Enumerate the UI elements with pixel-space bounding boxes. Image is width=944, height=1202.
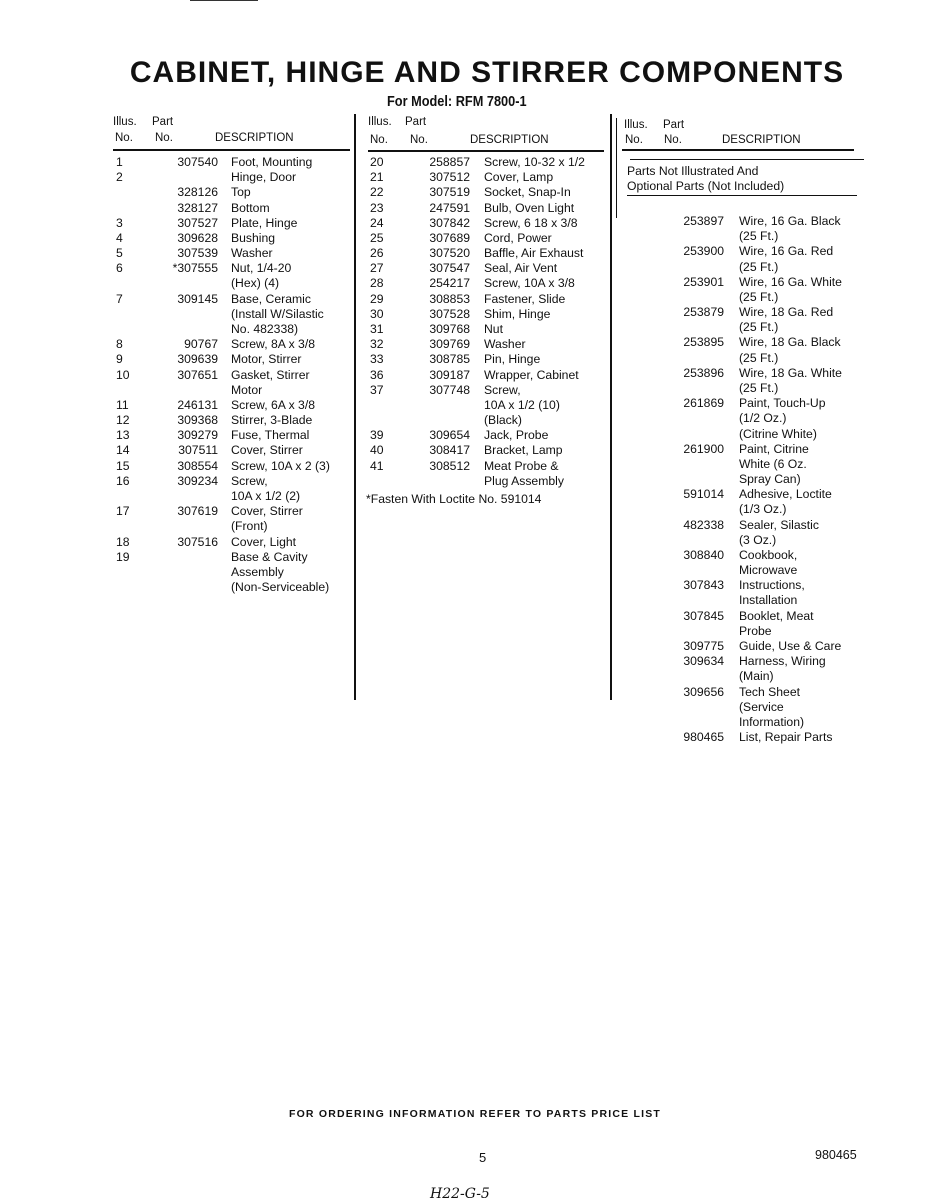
header-no: No. [370, 134, 388, 146]
part-description: Screw, 10A x 3/8 [484, 276, 575, 291]
part-description: Base, Ceramic [231, 291, 311, 306]
illus-number: 1 [116, 155, 123, 169]
part-number: 307651 [177, 367, 218, 382]
part-description: Nut [484, 321, 503, 336]
part-number: 307519 [429, 185, 470, 200]
part-number: 328126 [177, 185, 218, 200]
part-number: 308512 [429, 458, 470, 473]
part-number: 247591 [429, 200, 470, 215]
part-description: White (6 Oz. [739, 456, 807, 471]
header-no: No. [410, 134, 428, 146]
illus-number: 7 [116, 291, 123, 306]
part-description: (Front) [231, 519, 268, 534]
illus-number: 33 [370, 352, 384, 367]
part-number: 309634 [683, 654, 724, 669]
part-description: Seal, Air Vent [484, 261, 558, 276]
section-rule [627, 195, 857, 196]
part-number: 309628 [177, 230, 218, 245]
part-description: Fastener, Slide [484, 291, 566, 306]
header-illus: Illus. [368, 116, 392, 128]
page-title: CABINET, HINGE AND STIRRER COMPONENTS [129, 56, 845, 89]
header-rule [113, 149, 350, 151]
illus-number: 26 [370, 246, 384, 261]
footnote: *Fasten With Loctite No. 591014 [366, 492, 542, 506]
part-description: Wire, 18 Ga. Black [739, 335, 841, 350]
illus-number: 3 [116, 215, 123, 230]
part-description: Cord, Power [484, 230, 552, 245]
part-number: 309145 [177, 291, 218, 306]
illus-number: 39 [370, 428, 384, 443]
part-number: 307547 [429, 261, 470, 276]
part-description: (Citrine White) [739, 426, 817, 441]
part-number: 307528 [429, 306, 470, 321]
part-description: Meat Probe & [484, 458, 559, 473]
part-number: 307619 [177, 504, 218, 519]
header-no: No. [115, 132, 133, 144]
header-rule [630, 159, 864, 160]
header-description: DESCRIPTION [215, 132, 294, 144]
part-number: 307540 [177, 155, 218, 169]
section-title: Optional Parts (Not Included) [627, 179, 785, 193]
part-number: 309768 [429, 321, 470, 336]
part-description: Bottom [231, 200, 270, 215]
part-number: 307527 [177, 215, 218, 230]
part-number: 253896 [683, 365, 724, 380]
part-description: Base & Cavity [231, 549, 308, 564]
part-number: 591014 [683, 487, 724, 502]
part-description: Cover, Light [231, 534, 297, 549]
part-description: Cover, Lamp [484, 170, 554, 185]
part-description: Motor [231, 382, 263, 397]
part-description: Wire, 18 Ga. Red [739, 305, 834, 320]
part-description: Screw, [484, 382, 521, 397]
part-description: List, Repair Parts [739, 730, 833, 745]
part-description: Paint, Touch-Up [739, 396, 826, 411]
illus-number: 20 [370, 155, 384, 169]
part-description: Hinge, Door [231, 170, 297, 185]
part-description: No. 482338) [231, 321, 299, 336]
part-description: Screw, 6A x 3/8 [231, 397, 316, 412]
part-description: (Hex) (4) [231, 276, 280, 291]
part-number: 246131 [177, 397, 218, 412]
header-description: DESCRIPTION [722, 134, 801, 146]
column-divider [610, 114, 612, 700]
header-part: Part [152, 116, 174, 128]
illus-number: 18 [116, 534, 130, 549]
illus-number: 29 [370, 291, 384, 306]
illus-number: 2 [116, 170, 123, 185]
illus-number: 37 [370, 382, 384, 397]
part-number: 253895 [683, 335, 724, 350]
part-description: 10A x 1/2 (2) [231, 488, 301, 503]
part-number: 309234 [177, 473, 218, 488]
illus-number: 24 [370, 215, 384, 230]
illus-number: 19 [116, 549, 130, 564]
part-description: Socket, Snap-In [484, 185, 571, 200]
part-number: 308785 [429, 352, 470, 367]
illus-number: 17 [116, 504, 130, 519]
part-description: Pin, Hinge [484, 352, 541, 367]
ordering-info-footer: FOR ORDERING INFORMATION REFER TO PARTS PRICE LIST [288, 1108, 662, 1120]
part-description: Booklet, Meat [739, 608, 814, 623]
part-description: Foot, Mounting [231, 155, 313, 169]
part-number: 253879 [683, 305, 724, 320]
header-part: Part [405, 116, 427, 128]
part-description: Screw, [231, 473, 268, 488]
part-description: Gasket, Stirrer [231, 367, 310, 382]
illus-number: 6 [116, 261, 123, 276]
illus-number: 36 [370, 367, 384, 382]
illus-number: 4 [116, 230, 123, 245]
part-number: 980465 [683, 730, 724, 745]
part-number: 307516 [177, 534, 218, 549]
part-description: Motor, Stirrer [231, 352, 302, 367]
part-description: (25 Ft.) [739, 289, 779, 304]
part-number: 308554 [177, 458, 218, 473]
part-number: 482338 [683, 517, 724, 532]
part-description: Bracket, Lamp [484, 443, 563, 458]
part-description: (25 Ft.) [739, 350, 779, 365]
part-description: Plug Assembly [484, 473, 564, 488]
part-number: 309279 [177, 428, 218, 443]
header-illus: Illus. [113, 116, 137, 128]
part-number: 307539 [177, 246, 218, 261]
part-number: 307845 [683, 608, 724, 623]
part-description: (25 Ft.) [739, 320, 779, 335]
part-description: Shim, Hinge [484, 306, 551, 321]
column-divider [616, 118, 617, 218]
part-description: Nut, 1/4-20 [231, 261, 292, 276]
part-number: 261869 [683, 396, 724, 411]
part-number: 309368 [177, 413, 218, 428]
part-description: Assembly [231, 564, 284, 579]
part-description: Cover, Stirrer [231, 443, 303, 458]
part-description: Wrapper, Cabinet [484, 367, 579, 382]
header-description: DESCRIPTION [470, 134, 549, 146]
part-description: (Install W/Silastic [231, 306, 324, 321]
part-description: Wire, 16 Ga. Red [739, 244, 834, 259]
illus-number: 13 [116, 428, 130, 443]
illus-number: 31 [370, 321, 384, 336]
part-description: Harness, Wiring [739, 654, 826, 669]
part-description: (Non-Serviceable) [231, 580, 330, 595]
part-number: 253897 [683, 214, 724, 228]
part-description: Screw, 10A x 2 (3) [231, 458, 330, 473]
part-description: Top [231, 185, 251, 200]
part-description: Guide, Use & Care [739, 639, 842, 654]
part-description: Cover, Stirrer [231, 504, 303, 519]
part-description: Tech Sheet [739, 684, 800, 699]
part-number: 309769 [429, 337, 470, 352]
part-description: Fuse, Thermal [231, 428, 310, 443]
part-description: (25 Ft.) [739, 380, 779, 395]
part-description: (25 Ft.) [739, 259, 779, 274]
illus-number: 28 [370, 276, 384, 291]
model-subtitle: For Model: RFM 7800-1 [387, 93, 527, 110]
illus-number: 40 [370, 443, 384, 458]
part-number: 308417 [429, 443, 470, 458]
part-number: 308840 [683, 547, 724, 562]
part-description: (1/2 Oz.) [739, 411, 787, 426]
part-description: (1/3 Oz.) [739, 502, 787, 517]
part-number: 90767 [184, 337, 218, 352]
part-description: (Main) [739, 669, 774, 684]
part-number: 254217 [429, 276, 470, 291]
part-description: Paint, Citrine [739, 441, 809, 456]
part-description: Installation [739, 593, 798, 608]
part-number: 307843 [683, 578, 724, 593]
header-no: No. [625, 134, 643, 146]
part-description: Bulb, Oven Light [484, 200, 575, 215]
handwritten-note: H22-G-5 [430, 1186, 490, 1202]
part-number: 328127 [177, 200, 218, 215]
part-number: 307520 [429, 246, 470, 261]
illus-number: 21 [370, 170, 384, 185]
part-description: Adhesive, Loctite [739, 487, 832, 502]
illus-number: 14 [116, 443, 130, 458]
part-description: Bushing [231, 230, 276, 245]
part-description: Cookbook, [739, 547, 798, 562]
part-number: 309187 [429, 367, 470, 382]
part-number: 253900 [683, 244, 724, 259]
top-scan-mark [190, 0, 258, 1]
illus-number: 11 [116, 397, 129, 412]
part-description: Washer [484, 337, 526, 352]
header-rule [368, 150, 604, 152]
part-description: 10A x 1/2 (10) [484, 397, 560, 412]
part-number: 307842 [429, 215, 470, 230]
part-number: *307555 [172, 261, 218, 276]
part-description: Washer [231, 246, 273, 261]
illus-number: 16 [116, 473, 130, 488]
part-description: (Black) [484, 413, 522, 428]
part-description: Plate, Hinge [231, 215, 298, 230]
section-title: Parts Not Illustrated And [627, 164, 759, 178]
part-number: 307511 [178, 443, 218, 458]
illus-number: 15 [116, 458, 130, 473]
part-number: 307689 [429, 230, 470, 245]
part-description: Instructions, [739, 578, 805, 593]
part-description: Sealer, Silastic [739, 517, 819, 532]
header-rule [622, 149, 854, 151]
part-description: Information) [739, 714, 805, 729]
part-description: (Service [739, 699, 784, 714]
illus-number: 30 [370, 306, 384, 321]
part-description: (3 Oz.) [739, 532, 777, 547]
header-part: Part [663, 119, 685, 131]
part-description: Probe [739, 623, 772, 638]
part-number: 308853 [429, 291, 470, 306]
illus-number: 5 [116, 246, 123, 261]
illus-number: 25 [370, 230, 384, 245]
illus-number: 32 [370, 337, 384, 352]
part-description: Screw, 8A x 3/8 [231, 337, 316, 352]
part-number: 309639 [177, 352, 218, 367]
illus-number: 23 [370, 200, 384, 215]
part-description: Screw, 6 18 x 3/8 [484, 215, 578, 230]
page-number: 5 [479, 1150, 487, 1165]
illus-number: 41 [370, 458, 384, 473]
illus-number: 10 [116, 367, 130, 382]
illus-number: 8 [116, 337, 123, 352]
part-description: Baffle, Air Exhaust [484, 246, 584, 261]
header-illus: Illus. [624, 119, 648, 131]
part-description: Wire, 18 Ga. White [739, 365, 842, 380]
part-number: 309775 [683, 639, 724, 654]
part-description: Microwave [739, 563, 798, 578]
part-number: 258857 [429, 155, 470, 169]
header-no: No. [664, 134, 682, 146]
illus-number: 22 [370, 185, 384, 200]
illus-number: 9 [116, 352, 123, 367]
illus-number: 12 [116, 413, 130, 428]
part-description: Jack, Probe [484, 428, 549, 443]
part-number: 261900 [683, 441, 724, 456]
column-divider [354, 114, 356, 700]
illus-number: 27 [370, 261, 384, 276]
part-description: Screw, 10-32 x 1/2 [484, 155, 585, 169]
header-no: No. [155, 132, 173, 144]
part-number: 307748 [429, 382, 470, 397]
part-number: 253901 [683, 274, 724, 289]
part-description: Wire, 16 Ga. White [739, 274, 842, 289]
part-number: 307512 [429, 170, 470, 185]
part-description: (25 Ft.) [739, 229, 779, 244]
part-description: Wire, 16 Ga. Black [739, 214, 841, 228]
part-number: 309656 [683, 684, 724, 699]
part-description: Spray Can) [739, 472, 801, 487]
part-description: Stirrer, 3-Blade [231, 413, 313, 428]
document-number: 980465 [815, 1148, 857, 1162]
part-number: 309654 [429, 428, 470, 443]
